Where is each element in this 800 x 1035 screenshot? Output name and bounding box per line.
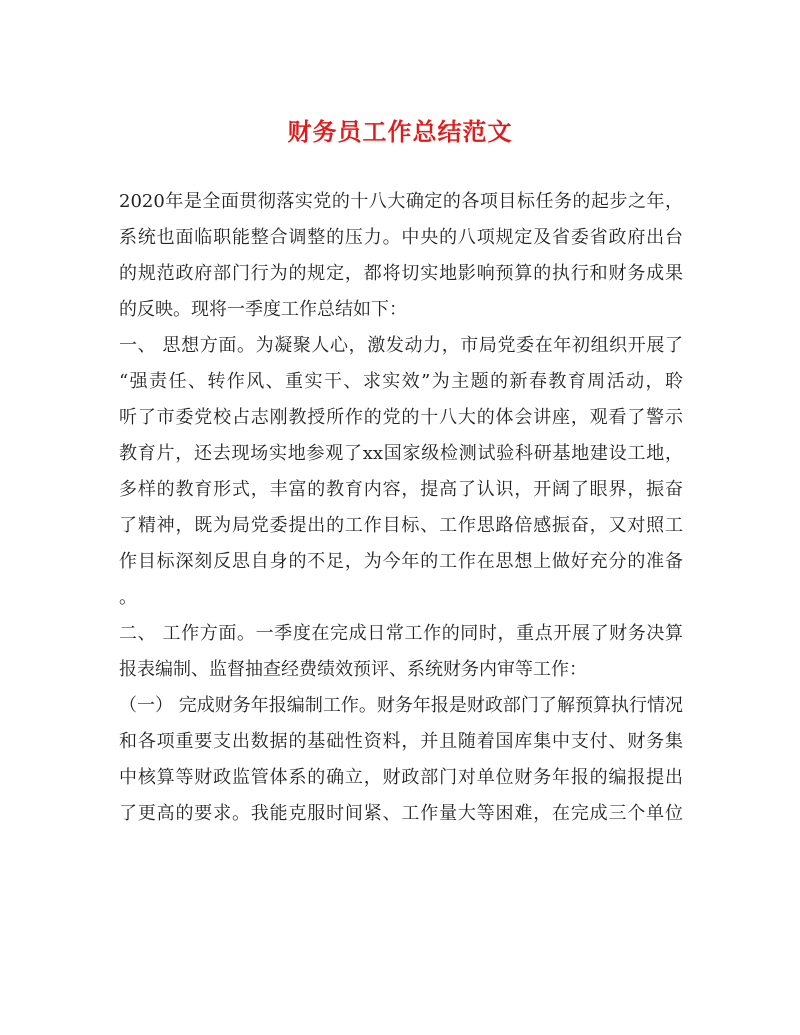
body-line: 多样的教育形式，丰富的教育内容，提高了认识，开阔了眼界，振奋 [119, 479, 683, 500]
body-line: 的规范政府部门行为的规定，都将切实地影响预算的执行和财务成果 [119, 263, 683, 284]
body-line: 作目标深刻反思自身的不足，为今年的工作在思想上做好充分的准备 [119, 551, 683, 572]
body-line: 了更高的要求。我能克服时间紧、工作量大等困难，在完成三个单位 [119, 803, 683, 824]
body-line: 系统也面临职能整合调整的压力。中央的八项规定及省委省政府出台 [119, 227, 683, 248]
body-line: 2020年是全面贯彻落实党的十八大确定的各项目标任务的起步之年， [119, 191, 683, 212]
body-line: 教育片，还去现场实地参观了xx国家级检测试验科研基地建设工地， [119, 443, 683, 464]
section-heading-line: 二、 工作方面。一季度在完成日常工作的同时，重点开展了财务决算 [119, 623, 683, 644]
section-heading-line: 一、 思想方面。为凝聚人心，激发动力，市局党委在年初组织开展了 [119, 335, 683, 356]
subsection-heading-line: （一） 完成财务年报编制工作。财务年报是财政部门了解预算执行情况 [119, 695, 683, 716]
body-line: 听了市委党校占志刚教授所作的党的十八大的体会讲座，观看了警示 [119, 407, 683, 428]
body-line: 。 [119, 587, 137, 608]
body-line: 和各项重要支出数据的基础性资料，并且随着国库集中支付、财务集 [119, 731, 683, 752]
body-line: 了精神，既为局党委提出的工作目标、工作思路倍感振奋，又对照工 [119, 515, 683, 536]
body-line: 中核算等财政监管体系的确立，财政部门对单位财务年报的编报提出 [119, 767, 683, 788]
document-title: 财务员工作总结范文 [287, 117, 513, 146]
body-line: 的反映。现将一季度工作总结如下： [119, 299, 407, 320]
document-body [119, 184, 683, 832]
body-line: “强责任、转作风、重实干、求实效”为主题的新春教育周活动，聆 [119, 371, 683, 392]
body-line: 报表编制、监督抽查经费绩效预评、系统财务内审等工作： [119, 659, 587, 680]
